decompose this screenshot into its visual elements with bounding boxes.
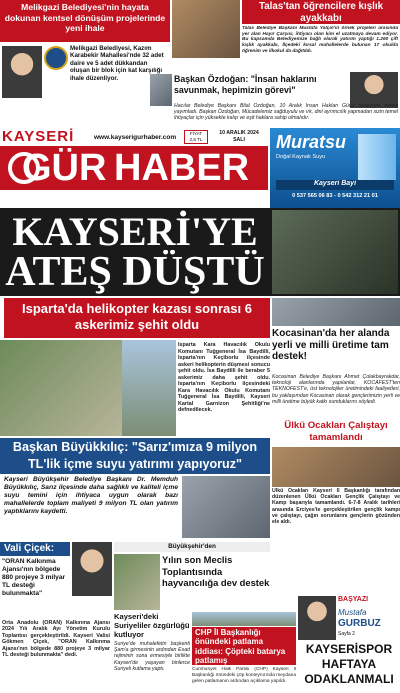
ozdogan-story [150, 72, 400, 128]
columnist-last-name: GÜRBÜZ [338, 618, 381, 629]
ad-brand: Muratsu [276, 132, 347, 152]
chp-headline[interactable]: CHP İl Başkanlığı önündeki patlama iddiası: Çöpteki batarya patlamış [192, 627, 296, 665]
main-story: Isparta Kara Havacılık Okulu Komutanı Tuğgeneral İsa Baydilli, Isparta'nın Keçiborlu ilçesinde askeri helikopterin düşmesi sonucu şehit oldu. İsa Baydilli ile beraber 5 askerimiz daha şehit oldu. Isparta'nın Keçiborlu ilçesindeki Kara Havacılık Okulu Komutanı Tuğgeneral İsa Baydilli, Kayseri Kartal Garnizon Şehitliği'ne defnedilecek. [178, 342, 270, 413]
general-photo [0, 340, 122, 436]
kocasinan-text: Kocasinan Belediye Başkanı Ahmet Çolakbayrakdar, teknoloji alanlarında yapılanlar, KOCAFEST'ten TEKNOFEST'e, üst teknolojiler üretimindeki faaliyetleri, bu yaklaşımdan Kocasinan olarak gençlerimizin yerli ve milli üretime büyük katkı sunduklarını söyledi. [272, 374, 400, 405]
main-subhead[interactable]: Isparta'da helikopter kazası sonrası 6 askerimiz şehit oldu [4, 298, 270, 338]
ulku-text: Ülkü Ocakları Kayseri İl Başkanlığı tarafından düzenlenen Ülkü Ocakları Gençlik Çalıştayı ve Kamp başarıyla tamamlandı. 6-7-8 Aralık tarihleri arasında Erciyes'te gerçekleştirilen gençlik kampı ve çalıştayı, çağın sorunlarını gençlerin gözünden ele aldı. [272, 488, 400, 526]
ulku-headline[interactable]: Ülkü Ocakları Çalıştayı tamamlandı [284, 420, 388, 443]
column-page-ref: Sayfa 2 [338, 631, 355, 637]
vali-story [0, 542, 112, 693]
ad-tagline: Doğal Kaynak Suyu [276, 154, 326, 160]
ulku-story [272, 420, 400, 542]
chp-text: Cumhuriyet Halk Partisi (CHP) Kayseri İl Başkanlığı önündeki çöp konteynırında meydana gelen patlamanın ardından açıklama yapıldı. [192, 667, 296, 684]
main-headline-line2[interactable]: ATEŞ DÜŞTÜ [5, 250, 265, 294]
syria-headline[interactable]: Kayseri'deki Suriyeliler özgürlüğü kutluyor [114, 612, 190, 639]
ad-dealer: Kayseri Bayi [276, 180, 394, 190]
date-box [210, 130, 268, 144]
general-portrait-top [272, 210, 398, 294]
logo-part-1: GÜR [22, 148, 107, 188]
top-right-story [172, 0, 400, 72]
syria-text: Suriye'de muhalefetin başkenti Şam'a girmesinin ardından Esad rejiminin sona ermesiyle birlikte Kayseri'de yaşayan binlerce Suriyeli kutlama yaptı. [114, 641, 190, 672]
water-bottles [358, 134, 396, 180]
main-headline-line1[interactable]: KAYSERİ'YE [12, 210, 258, 254]
shoes-photo [172, 0, 240, 58]
top-right-headline[interactable]: Talas'tan öğrencilere kışlık ayakkabı [242, 0, 400, 24]
buyuksehir-headline[interactable]: Yılın son Meclis Toplantısında hayvancılığa dev destek [162, 554, 270, 588]
ulku-photo [272, 447, 400, 487]
column-headline[interactable]: KAYSERİSPOR HAFTAYA ODAKLANMALI [304, 642, 394, 686]
masthead-website[interactable]: www.kayserigurhaber.com [94, 134, 177, 141]
kocasinan-headline[interactable]: Kocasinan'da her alanda yerli ve milli üretime tam destek! [272, 328, 390, 362]
mayor-photo [2, 46, 42, 98]
vali-photo [72, 542, 112, 596]
ozdogan-headline[interactable]: Başkan Özdoğan: "İnsan haklarını savunmak, hepimizin görevi" [174, 74, 317, 95]
kocasinan-photo [272, 298, 400, 326]
syria-story [114, 612, 190, 693]
issue-day: SALI [233, 136, 245, 143]
buyuksehir-box [114, 542, 270, 612]
masthead-logo[interactable] [0, 146, 268, 190]
vali-label: Vali Çiçek: [0, 542, 70, 556]
price-label: FİYAT [189, 131, 203, 136]
masthead [0, 128, 268, 190]
kocasinan-story [272, 298, 400, 418]
column-label: BAŞYAZI [338, 596, 369, 603]
buyukkilic-story [0, 438, 270, 540]
masthead-city: KAYSERİ [2, 128, 75, 144]
chp-photo [192, 612, 296, 626]
vali-headline[interactable]: "ORAN Kalkınma Ajansı'nın bölgede 880 projeye 3 milyar TL desteği bulunmakta" [2, 558, 66, 597]
buyukkilic-photo [182, 476, 270, 538]
helicopter-photo [122, 340, 176, 436]
chp-story [192, 612, 296, 693]
price-value: 2,5 TL [189, 137, 203, 142]
melikgazi-logo [44, 46, 68, 70]
price-box [184, 130, 208, 144]
ozdogan-text: Hacılar Belediye Başkanı Bilal Özdoğan, 10 Aralık İnsan Hakları Günü nedeniyle mesaj yayımladı. Başkan Özdoğan, Mücadelemiz sağduyulu ve ırk, dini ayrımcılık yapmadan sizin temel ihtiyaçlar için yüksekte kalıp ve eşit haklara sahip olmalıdır. [174, 103, 398, 122]
buyukkilic-headline[interactable]: Başkan Büyükkılıç: "Sarız'ımıza 9 milyon TL'lik içme suyu yatırımı yapıyoruz" [0, 438, 270, 474]
buyuksehir-photo [114, 554, 160, 610]
ad-phones: 0 537 565 06 83 - 0 542 312 21 01 [292, 193, 378, 199]
top-left-text: Melikgazi Belediyesi, Kazım Karabekir Mahallesi'nde 32 adet daire ve 5 adet dükkandan oluşan bir blok için kat karşılığı ihale düzenliyor. [70, 45, 164, 82]
buyuksehir-label: Büyükşehir'den [114, 542, 270, 552]
columnist-first-name: Mustafa [338, 608, 367, 617]
top-right-text: Talas Belediye Başkanı Mustafa Yalçın'ın örnek projeleri arasında yer alan Hayır Çarşısı, ihtiyacı olan kim el uzatmaya devam ediyor. Bu kapsamda Belediyemize bağlı olarak yatırım yaptığı 1.260 çift kışlık ayakkabı, İlçedeki kırsal mahallelerde bulunan 17 okulda öğrenim ve ilkokul da dağıtıldı. [242, 26, 398, 54]
top-left-headline[interactable]: Melikgazi Belediyesi'nin hayata dokunan kentsel dönüşüm projelerinde yeni ihale [0, 0, 170, 42]
logo-part-2: HABER [114, 148, 250, 188]
vali-text: Orta Anadolu (ORAN) Kalkınma Ajansı 2024 Yılı Aralık Ayı Yönetim Kurulu Toplantısı gerçekleştirildi. Kayseri Valisi Gökmen Çiçek, "ORAN Kalkınma Ajansı'nın bölgede 880 projeye 3 milyar TL desteği bulunmakta" dedi. [2, 620, 110, 659]
buyukkilic-text: Kayseri Büyükşehir Belediye Başkanı Dr. Memduh Büyükkılıç, Sarız ilçesinde daha sağlıklı ve kaliteli içme suyu temini için ihtiyaca uygun olarak bazı mahallelerde toplam maliyeti 9 milyon TL olan yatırım yaptıklarını kaydetti. [4, 476, 178, 515]
issue-date: 10 ARALIK 2024 [219, 130, 259, 136]
column-box [298, 596, 400, 693]
columnist-photo [298, 596, 336, 640]
ozdogan-photo [150, 74, 172, 106]
muratsu-ad[interactable] [270, 128, 400, 208]
main-headline-band [0, 208, 400, 296]
